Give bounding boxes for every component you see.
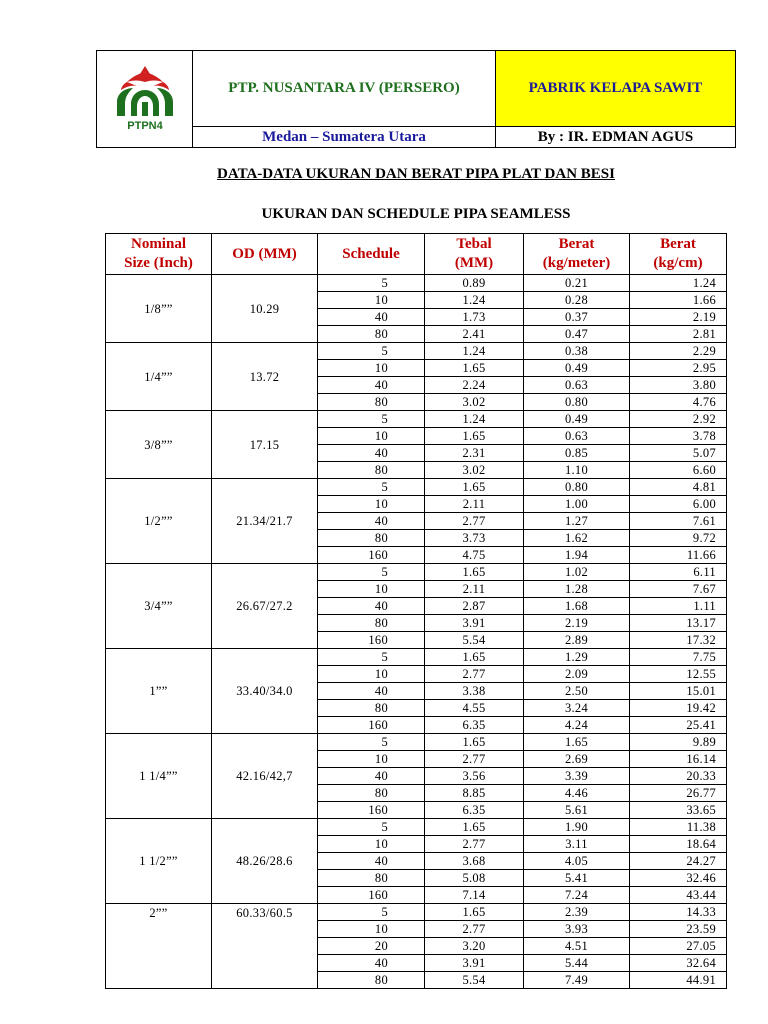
schedule-cell: 40 (318, 309, 425, 326)
tebal-cell: 2.77 (425, 513, 524, 530)
berat-kg-meter-cell: 5.44 (524, 955, 630, 972)
berat-kg-meter-cell: 0.49 (524, 411, 630, 428)
berat-kg-cm-cell: 32.46 (630, 870, 727, 887)
nominal-size-cell: 3/8”” (106, 411, 212, 479)
berat-kg-cm-cell: 26.77 (630, 785, 727, 802)
berat-kg-meter-cell: 0.38 (524, 343, 630, 360)
tebal-cell: 1.65 (425, 428, 524, 445)
schedule-cell: 40 (318, 768, 425, 785)
schedule-cell: 80 (318, 326, 425, 343)
berat-kg-meter-cell: 0.80 (524, 394, 630, 411)
schedule-cell: 5 (318, 343, 425, 360)
berat-kg-cm-cell: 2.19 (630, 309, 727, 326)
tebal-cell: 2.41 (425, 326, 524, 343)
tebal-cell: 2.31 (425, 445, 524, 462)
author: By : IR. EDMAN AGUS (496, 127, 736, 148)
schedule-cell: 10 (318, 428, 425, 445)
od-cell: 48.26/28.6 (212, 819, 318, 904)
document-header (96, 50, 736, 148)
table-row (106, 275, 727, 292)
table-row (106, 343, 727, 360)
berat-kg-meter-cell: 3.11 (524, 836, 630, 853)
berat-kg-cm-cell: 5.07 (630, 445, 727, 462)
berat-kg-meter-cell: 2.69 (524, 751, 630, 768)
schedule-cell: 80 (318, 785, 425, 802)
tebal-cell: 1.24 (425, 343, 524, 360)
location: Medan – Sumatera Utara (193, 127, 496, 148)
nominal-size-cell: 3/4”” (106, 564, 212, 649)
berat-kg-cm-cell: 1.11 (630, 598, 727, 615)
tebal-cell: 8.85 (425, 785, 524, 802)
header-tebal: Tebal (MM) (425, 234, 524, 275)
pipe-schedule-table (105, 233, 727, 989)
header-od: OD (MM) (212, 234, 318, 275)
berat-kg-cm-cell: 33.65 (630, 802, 727, 819)
berat-kg-cm-cell: 11.38 (630, 819, 727, 836)
tebal-cell: 3.02 (425, 462, 524, 479)
berat-kg-meter-cell: 1.00 (524, 496, 630, 513)
tebal-cell: 1.65 (425, 819, 524, 836)
berat-kg-cm-cell: 9.89 (630, 734, 727, 751)
berat-kg-meter-cell: 1.10 (524, 462, 630, 479)
tebal-cell: 2.77 (425, 751, 524, 768)
od-cell: 26.67/27.2 (212, 564, 318, 649)
schedule-cell: 160 (318, 802, 425, 819)
tebal-cell: 3.91 (425, 955, 524, 972)
nominal-size-cell: 1/8”” (106, 275, 212, 343)
header-berat-kg-cm: Berat (kg/cm) (630, 234, 727, 275)
table-row (106, 411, 727, 428)
schedule-cell: 80 (318, 870, 425, 887)
nominal-size-cell: 1”” (106, 649, 212, 734)
berat-kg-meter-cell: 5.61 (524, 802, 630, 819)
berat-kg-cm-cell: 7.75 (630, 649, 727, 666)
document-title: DATA-DATA UKURAN DAN BERAT PIPA PLAT DAN BESI (217, 166, 615, 182)
schedule-cell: 40 (318, 955, 425, 972)
tebal-cell: 1.73 (425, 309, 524, 326)
tebal-cell: 3.38 (425, 683, 524, 700)
berat-kg-cm-cell: 3.78 (630, 428, 727, 445)
berat-kg-meter-cell: 1.29 (524, 649, 630, 666)
tebal-cell: 1.65 (425, 649, 524, 666)
berat-kg-cm-cell: 32.64 (630, 955, 727, 972)
berat-kg-meter-cell: 1.68 (524, 598, 630, 615)
berat-kg-meter-cell: 1.65 (524, 734, 630, 751)
berat-kg-cm-cell: 9.72 (630, 530, 727, 547)
nominal-size-cell: 1/2”” (106, 479, 212, 564)
tebal-cell: 6.35 (425, 802, 524, 819)
berat-kg-cm-cell: 18.64 (630, 836, 727, 853)
tebal-cell: 5.54 (425, 632, 524, 649)
tebal-cell: 4.55 (425, 700, 524, 717)
tebal-cell: 1.65 (425, 479, 524, 496)
tebal-cell: 2.24 (425, 377, 524, 394)
schedule-cell: 80 (318, 530, 425, 547)
berat-kg-cm-cell: 11.66 (630, 547, 727, 564)
nominal-size-cell: 1/4”” (106, 343, 212, 411)
schedule-cell: 40 (318, 377, 425, 394)
berat-kg-cm-cell: 1.66 (630, 292, 727, 309)
berat-kg-meter-cell: 2.19 (524, 615, 630, 632)
berat-kg-cm-cell: 24.27 (630, 853, 727, 870)
tebal-cell: 4.75 (425, 547, 524, 564)
schedule-cell: 5 (318, 734, 425, 751)
berat-kg-meter-cell: 0.49 (524, 360, 630, 377)
tebal-cell: 3.20 (425, 938, 524, 955)
berat-kg-cm-cell: 12.55 (630, 666, 727, 683)
tebal-cell: 7.14 (425, 887, 524, 904)
berat-kg-cm-cell: 25.41 (630, 717, 727, 734)
schedule-cell: 80 (318, 700, 425, 717)
berat-kg-cm-cell: 43.44 (630, 887, 727, 904)
berat-kg-cm-cell: 7.61 (630, 513, 727, 530)
table-row (106, 904, 727, 921)
table-row (106, 649, 727, 666)
tebal-cell: 2.11 (425, 496, 524, 513)
schedule-cell: 10 (318, 581, 425, 598)
nominal-size-cell: 1 1/2”” (106, 819, 212, 904)
schedule-cell: 40 (318, 683, 425, 700)
tebal-cell: 1.65 (425, 564, 524, 581)
schedule-cell: 5 (318, 411, 425, 428)
berat-kg-meter-cell: 0.80 (524, 479, 630, 496)
od-cell: 60.33/60.5 (212, 904, 318, 989)
berat-kg-meter-cell: 5.41 (524, 870, 630, 887)
berat-kg-meter-cell: 2.89 (524, 632, 630, 649)
tebal-cell: 2.77 (425, 666, 524, 683)
table-row (106, 479, 727, 496)
schedule-cell: 5 (318, 564, 425, 581)
tebal-cell: 2.77 (425, 921, 524, 938)
berat-kg-cm-cell: 2.81 (630, 326, 727, 343)
berat-kg-cm-cell: 2.92 (630, 411, 727, 428)
schedule-cell: 5 (318, 649, 425, 666)
schedule-cell: 40 (318, 513, 425, 530)
berat-kg-cm-cell: 2.29 (630, 343, 727, 360)
berat-kg-meter-cell: 1.02 (524, 564, 630, 581)
berat-kg-meter-cell: 7.24 (524, 887, 630, 904)
berat-kg-meter-cell: 0.63 (524, 377, 630, 394)
schedule-cell: 5 (318, 479, 425, 496)
table-row (106, 734, 727, 751)
berat-kg-meter-cell: 3.24 (524, 700, 630, 717)
schedule-cell: 80 (318, 394, 425, 411)
berat-kg-meter-cell: 0.21 (524, 275, 630, 292)
od-cell: 13.72 (212, 343, 318, 411)
schedule-cell: 5 (318, 275, 425, 292)
berat-kg-meter-cell: 2.09 (524, 666, 630, 683)
berat-kg-cm-cell: 27.05 (630, 938, 727, 955)
schedule-cell: 160 (318, 632, 425, 649)
berat-kg-cm-cell: 23.59 (630, 921, 727, 938)
berat-kg-cm-cell: 19.42 (630, 700, 727, 717)
berat-kg-cm-cell: 20.33 (630, 768, 727, 785)
berat-kg-meter-cell: 1.90 (524, 819, 630, 836)
tebal-cell: 5.54 (425, 972, 524, 989)
schedule-cell: 20 (318, 938, 425, 955)
tebal-cell: 2.87 (425, 598, 524, 615)
schedule-cell: 10 (318, 921, 425, 938)
berat-kg-cm-cell: 44.91 (630, 972, 727, 989)
od-cell: 21.34/21.7 (212, 479, 318, 564)
table-row (106, 819, 727, 836)
schedule-cell: 40 (318, 853, 425, 870)
document-subtitle: UKURAN DAN SCHEDULE PIPA SEAMLESS (261, 206, 571, 222)
tebal-cell: 3.02 (425, 394, 524, 411)
od-cell: 17.15 (212, 411, 318, 479)
schedule-cell: 5 (318, 819, 425, 836)
tebal-cell: 2.77 (425, 836, 524, 853)
tebal-cell: 5.08 (425, 870, 524, 887)
tebal-cell: 3.91 (425, 615, 524, 632)
berat-kg-cm-cell: 1.24 (630, 275, 727, 292)
tebal-cell: 0.89 (425, 275, 524, 292)
berat-kg-meter-cell: 7.49 (524, 972, 630, 989)
berat-kg-meter-cell: 3.39 (524, 768, 630, 785)
berat-kg-meter-cell: 1.28 (524, 581, 630, 598)
berat-kg-cm-cell: 13.17 (630, 615, 727, 632)
schedule-cell: 10 (318, 496, 425, 513)
tebal-cell: 6.35 (425, 717, 524, 734)
tebal-cell: 1.65 (425, 360, 524, 377)
company-name: PTP. NUSANTARA IV (PERSERO) (193, 51, 496, 127)
berat-kg-meter-cell: 1.27 (524, 513, 630, 530)
berat-kg-cm-cell: 16.14 (630, 751, 727, 768)
header-nominal-size: Nominal Size (Inch) (106, 234, 212, 275)
berat-kg-cm-cell: 6.11 (630, 564, 727, 581)
berat-kg-cm-cell: 2.95 (630, 360, 727, 377)
berat-kg-cm-cell: 6.00 (630, 496, 727, 513)
header-schedule: Schedule (318, 234, 425, 275)
berat-kg-meter-cell: 2.50 (524, 683, 630, 700)
berat-kg-meter-cell: 1.94 (524, 547, 630, 564)
company-logo (97, 51, 193, 148)
schedule-cell: 10 (318, 360, 425, 377)
factory-name: PABRIK KELAPA SAWIT (496, 51, 736, 127)
logo-text: PTPN4 (126, 119, 163, 132)
header-berat-kg-meter: Berat (kg/meter) (524, 234, 630, 275)
tebal-cell: 1.24 (425, 411, 524, 428)
berat-kg-meter-cell: 4.51 (524, 938, 630, 955)
berat-kg-meter-cell: 0.85 (524, 445, 630, 462)
od-cell: 42.16/42,7 (212, 734, 318, 819)
berat-kg-meter-cell: 2.39 (524, 904, 630, 921)
schedule-cell: 10 (318, 751, 425, 768)
od-cell: 33.40/34.0 (212, 649, 318, 734)
schedule-cell: 10 (318, 666, 425, 683)
schedule-cell: 40 (318, 445, 425, 462)
berat-kg-meter-cell: 0.28 (524, 292, 630, 309)
berat-kg-cm-cell: 17.32 (630, 632, 727, 649)
schedule-cell: 160 (318, 717, 425, 734)
berat-kg-cm-cell: 7.67 (630, 581, 727, 598)
tebal-cell: 3.56 (425, 768, 524, 785)
tebal-cell: 1.24 (425, 292, 524, 309)
berat-kg-cm-cell: 4.76 (630, 394, 727, 411)
schedule-cell: 40 (318, 598, 425, 615)
tebal-cell: 3.73 (425, 530, 524, 547)
berat-kg-meter-cell: 0.63 (524, 428, 630, 445)
schedule-cell: 80 (318, 615, 425, 632)
table-row (106, 564, 727, 581)
berat-kg-cm-cell: 14.33 (630, 904, 727, 921)
berat-kg-meter-cell: 4.24 (524, 717, 630, 734)
berat-kg-meter-cell: 4.46 (524, 785, 630, 802)
ptpn4-logo-icon (107, 60, 183, 134)
schedule-cell: 80 (318, 462, 425, 479)
nominal-size-cell: 2”” (106, 904, 212, 989)
berat-kg-cm-cell: 4.81 (630, 479, 727, 496)
od-cell: 10.29 (212, 275, 318, 343)
schedule-cell: 160 (318, 887, 425, 904)
schedule-cell: 5 (318, 904, 425, 921)
berat-kg-meter-cell: 0.47 (524, 326, 630, 343)
schedule-cell: 80 (318, 972, 425, 989)
berat-kg-cm-cell: 3.80 (630, 377, 727, 394)
schedule-cell: 10 (318, 292, 425, 309)
berat-kg-meter-cell: 0.37 (524, 309, 630, 326)
tebal-cell: 2.11 (425, 581, 524, 598)
berat-kg-meter-cell: 4.05 (524, 853, 630, 870)
berat-kg-meter-cell: 1.62 (524, 530, 630, 547)
schedule-cell: 10 (318, 836, 425, 853)
berat-kg-meter-cell: 3.93 (524, 921, 630, 938)
tebal-cell: 1.65 (425, 734, 524, 751)
schedule-cell: 160 (318, 547, 425, 564)
berat-kg-cm-cell: 6.60 (630, 462, 727, 479)
tebal-cell: 3.68 (425, 853, 524, 870)
berat-kg-cm-cell: 15.01 (630, 683, 727, 700)
tebal-cell: 1.65 (425, 904, 524, 921)
nominal-size-cell: 1 1/4”” (106, 734, 212, 819)
